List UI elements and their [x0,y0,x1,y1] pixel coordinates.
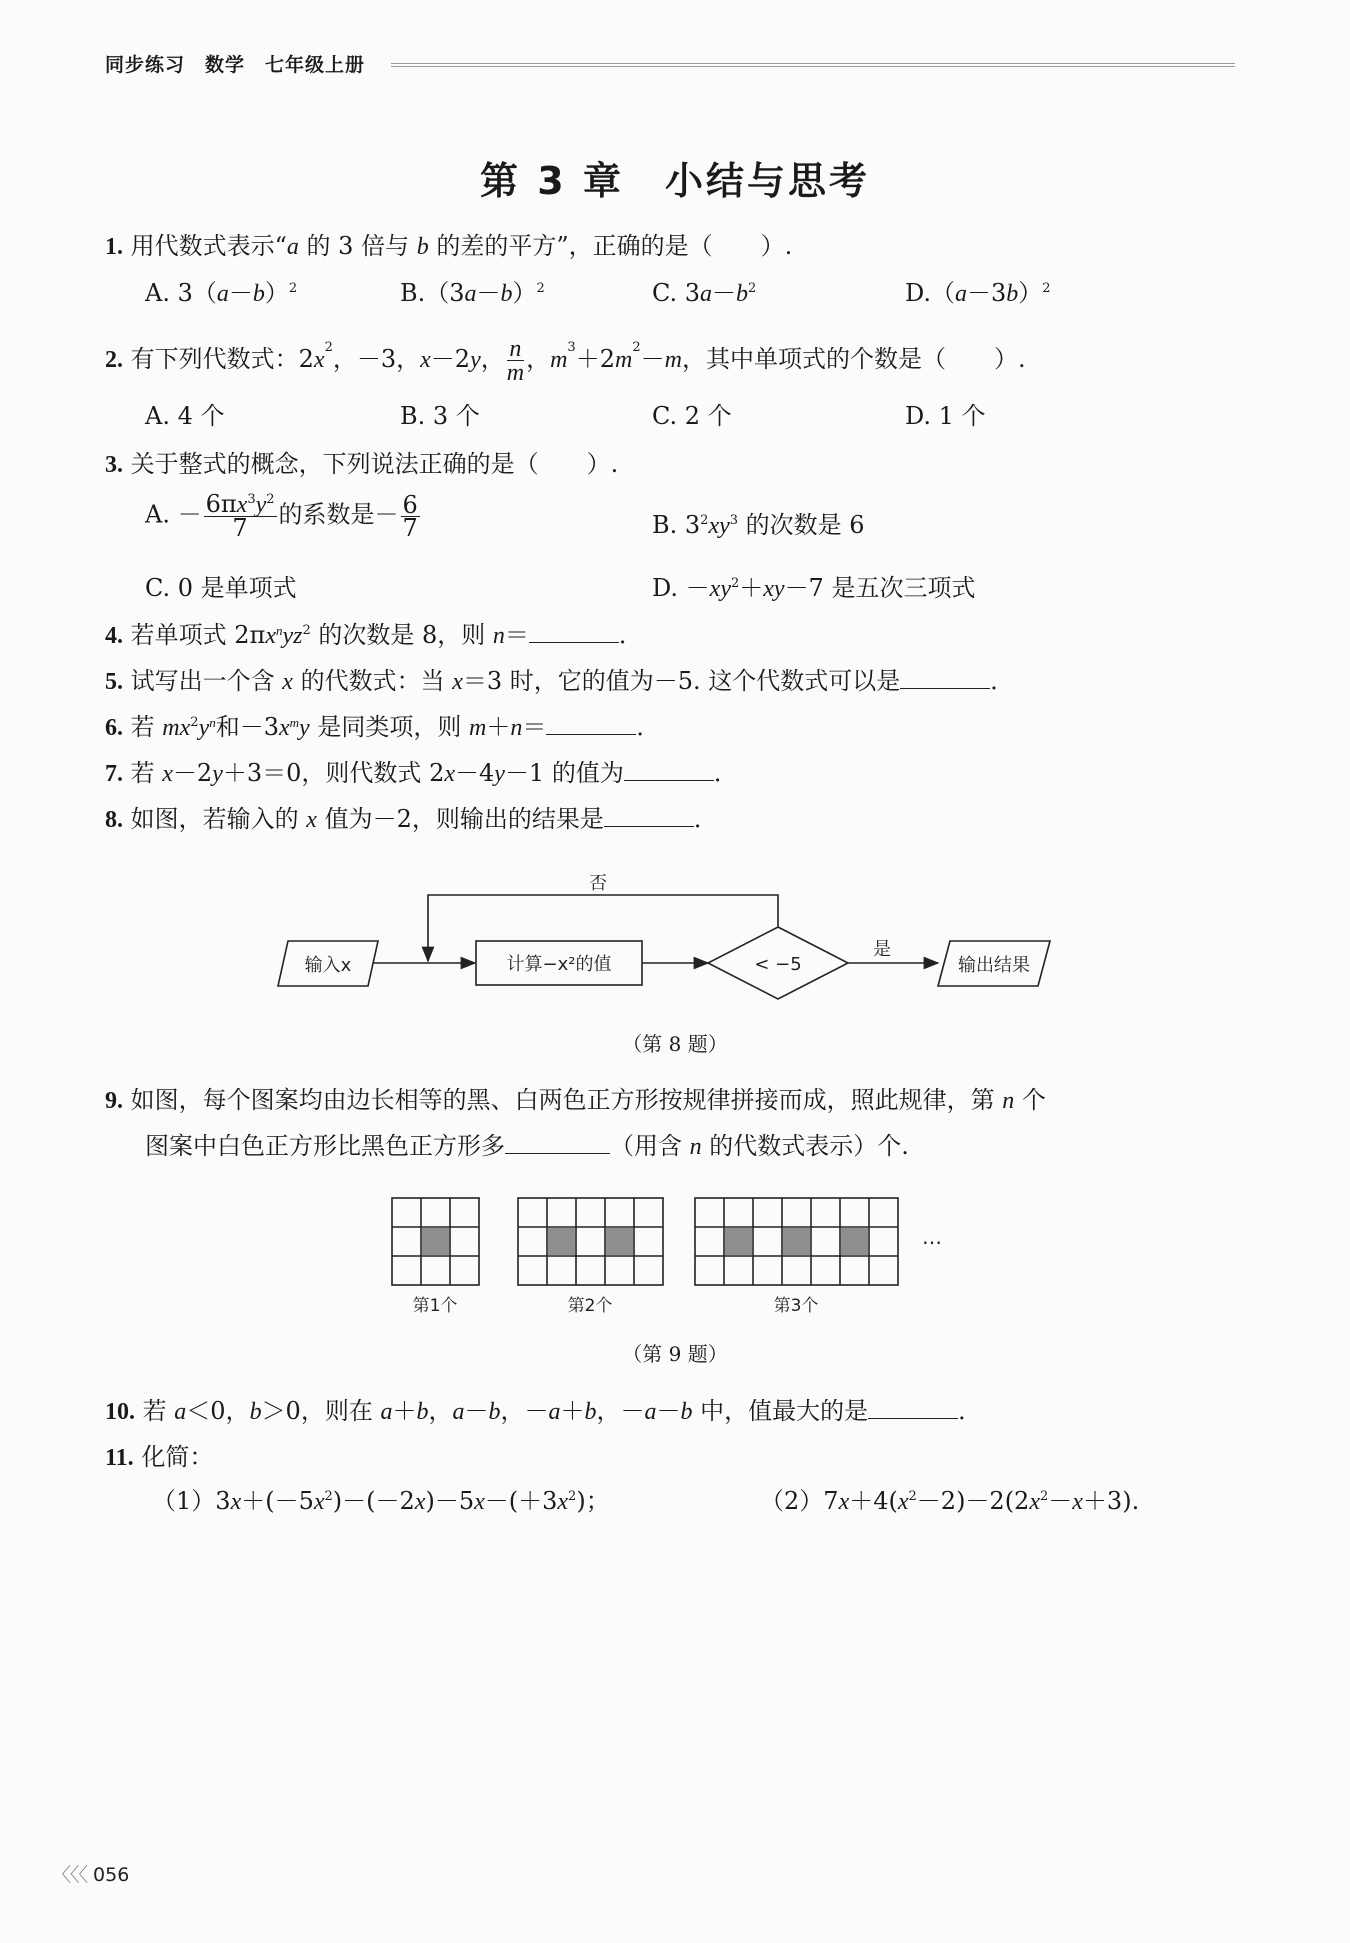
header-rule [391,63,1235,67]
question-4: 4. 若单项式 $2\pi x^nyz^2$ 的次数是 8，则 n＝ ． [105,621,643,649]
q3-option-a: A. － $\frac{6\pi x^3y^2}{7}$ 的系数是－ $\frac{6}{7}$ [145,490,418,542]
book-name: 同步练习 [105,53,186,76]
question-8: 8. 如图，若输入的 x 值为－2，则输出的结果是 ． [105,805,718,833]
dark-cell [783,1228,810,1255]
dark-cell [606,1228,633,1255]
q2-option-d: D. 1 个 [905,402,986,430]
question-2: 2. 有下列代数式：$2x^2$，－3，x－2y， $\frac{n}{m}$ ，$m^3+2m^2-m$，其中单项式的个数是（ ）. [105,336,1026,386]
q3-option-d: D. $-xy^2+xy-7$ 是五次三项式 [652,574,976,602]
q1-option-b: $B.(3a-b)^2$ [400,279,545,307]
answer-blank[interactable] [900,666,990,689]
page-header [105,48,1235,78]
q1-option-c: C. $3a-b^2$ [652,279,757,307]
q2-option-c: C. 2 个 [652,402,732,430]
question-10: 10. 若 a＜0，b＞0，则在 a＋b，a－b，－a＋b，－a－b 中，值最大的是 ． [105,1397,983,1425]
loop-line [428,895,778,961]
chevron-left-icon: 〈〈〈 [52,1864,88,1886]
yes-label: 是 [873,939,891,960]
dark-cell [548,1228,575,1255]
dark-cell [841,1228,868,1255]
output-label: 输出结果 [958,955,1030,976]
q11-part-2: $(2)7x+4(x^2-2)-2(2x^2-x+3)$. [760,1487,1140,1515]
caption-q9: （第 9 题） [622,1342,728,1366]
dark-cell [422,1228,449,1255]
answer-blank[interactable] [624,758,714,781]
ellipsis: … [922,1225,942,1249]
subject-name: 数学 [205,53,246,76]
answer-blank[interactable] [529,620,619,643]
compute-label: 计算−x²的值 [506,954,612,975]
pattern-2-label: 第2个 [567,1296,613,1316]
question-5: 5. 试写出一个含 x 的代数式：当 x＝3 时，它的值为－5. 这个代数式可以是 ． [105,667,1015,695]
answer-blank[interactable] [505,1131,610,1154]
question-6: 6. 若 $mx^2y^n$和$-3x^my$ 是同类项，则 m＋n＝ ． [105,713,661,741]
page-footer [52,1860,129,1887]
q2-option-a: A. 4 个 [145,402,225,430]
caption-q8: （第 8 题） [622,1032,728,1056]
answer-blank[interactable] [604,804,694,827]
q11-part-1: $(1)3x+(-5x^2)-(-2x)-5x-(+3x^2)$； [152,1487,610,1515]
answer-blank[interactable] [546,712,636,735]
pattern-1 [392,1198,479,1285]
question-7: 7. 若 x－2y＋3＝0，则代数式 2x－4y－1 的值为 ． [105,759,738,787]
dark-cell [725,1228,752,1255]
pattern-3-label: 第3个 [773,1296,819,1316]
pattern-1-label: 第1个 [412,1296,458,1316]
question-3: 3. 关于整式的概念，下列说法正确的是（ ）. [105,450,619,478]
question-11: 11. 化简： [105,1443,214,1471]
chapter-title: 第 3 章 小结与思考 [480,159,870,203]
input-label: 输入x [304,955,352,976]
q2-option-b: B. 3 个 [400,402,480,430]
pattern-3 [695,1198,898,1285]
grade-name: 七年级上册 [265,53,366,76]
answer-blank[interactable] [868,1396,958,1419]
question-9-line1: 9. 如图，每个图案均由边长相等的黑、白两色正方形按规律拼接而成，照此规律，第 n 个 [105,1086,1046,1114]
page-number: 056 [93,1864,130,1886]
question-9-line2: 图案中白色正方形比黑色正方形多 （用含 n 的代数式表示）个. [145,1132,909,1160]
condition-label: < −5 [754,954,802,975]
q3-option-b: B. $3^2xy^3$ 的次数是 6 [652,511,865,539]
q1-option-a: A. $3(a-b)^2$ [145,279,298,307]
q1-option-d: $D.(a-3b)^2$ [905,279,1051,307]
flowchart [270,865,1070,1015]
pattern-2 [518,1198,663,1285]
no-label: 否 [589,873,607,894]
patterns-figure [385,1192,965,1322]
q3-option-c: C. 0 是单项式 [145,574,297,602]
question-1: 1. 用代数式表示“a 的 3 倍与 b 的差的平方”，正确的是（ ）. [105,232,793,260]
